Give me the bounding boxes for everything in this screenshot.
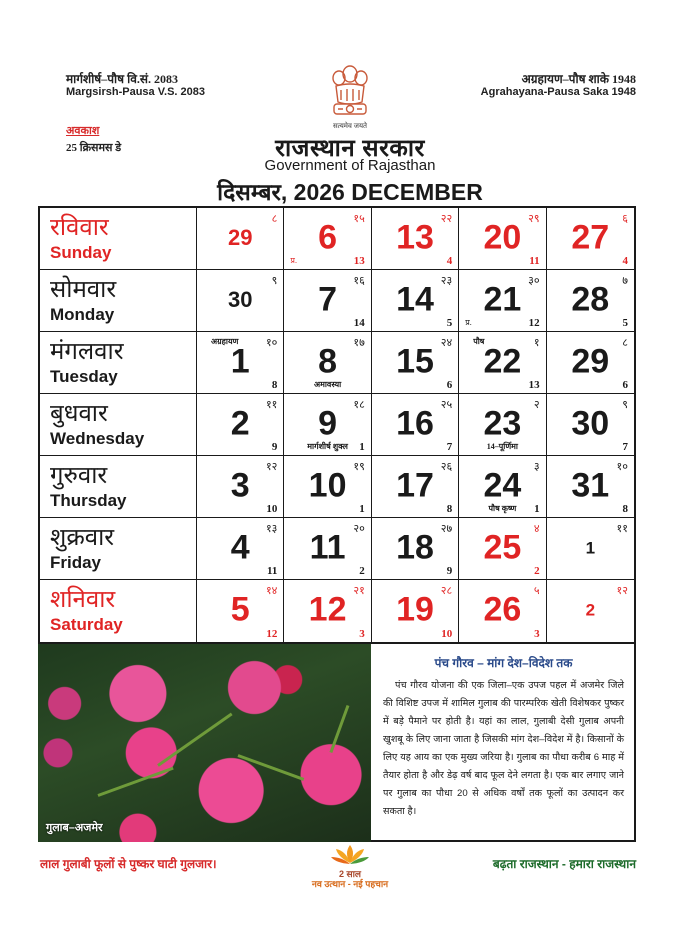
- date-number: 10: [308, 465, 347, 504]
- day-name-english: Wednesday: [50, 429, 145, 448]
- tithi-number: ८: [271, 213, 278, 225]
- date-cell: [372, 456, 459, 518]
- date-number: 1: [230, 341, 250, 380]
- tithi-number: २९: [528, 213, 540, 225]
- saka-date: 13: [353, 255, 365, 267]
- date-number: 1: [585, 538, 596, 558]
- saka-date: 1: [359, 441, 365, 453]
- photo-caption: गुलाब–अजमेर: [46, 822, 103, 834]
- holiday-heading: अवकाश: [66, 125, 100, 137]
- tithi-number: ५: [533, 585, 540, 597]
- day-label-monday: [40, 270, 197, 332]
- day-name-hindi: गुरुवार: [50, 462, 108, 489]
- tithi-number: ७: [622, 275, 628, 287]
- tithi-number: २६: [440, 461, 453, 473]
- date-number: 31: [571, 465, 610, 504]
- saka-date: 4: [622, 255, 628, 267]
- date-number: 15: [396, 341, 434, 380]
- date-cell: [197, 208, 284, 270]
- saka-date: 11: [529, 255, 540, 267]
- day-name-english: Saturday: [50, 615, 123, 634]
- tithi-number: ४: [533, 523, 540, 535]
- lunar-phase-note: पौष कृष्ण: [488, 504, 517, 513]
- footer-slogan: नव उत्थान - नई पहचान: [311, 879, 389, 889]
- date-number: 2: [585, 600, 596, 620]
- date-cell: [284, 580, 371, 642]
- date-number: 25: [483, 527, 522, 566]
- saka-date: 9: [271, 441, 278, 453]
- month-title: दिसम्बर, 2026 DECEMBER: [217, 179, 483, 205]
- tithi-number: २: [533, 399, 540, 411]
- date-cell: [197, 270, 284, 332]
- date-cell: [547, 332, 634, 394]
- article-title: पंच गौरव – मांग देश–विदेश तक: [434, 656, 573, 670]
- date-cell: [459, 270, 546, 332]
- day-name-hindi: शुक्रवार: [50, 524, 115, 551]
- saka-date: 13: [528, 379, 540, 391]
- tithi-number: १३: [265, 523, 278, 535]
- date-number: 22: [483, 341, 522, 380]
- saka-date: 12: [528, 317, 540, 329]
- day-label-wednesday: [40, 394, 197, 456]
- tithi-number: २३: [440, 275, 453, 287]
- tithi-number: ३०: [528, 275, 540, 287]
- tithi-number: १२: [265, 461, 278, 473]
- tithi-number: १: [533, 337, 540, 349]
- saka-date: 10: [441, 628, 453, 640]
- footer-tagline-right: बढ़ता राजस्थान - हमारा राजस्थान: [492, 857, 636, 871]
- saka-date: 7: [622, 441, 628, 453]
- date-number: 30: [571, 403, 610, 442]
- date-cell: [459, 456, 546, 518]
- date-number: 14: [396, 279, 434, 318]
- date-cell: [197, 580, 284, 642]
- date-cell: [459, 394, 546, 456]
- day-name-hindi: सोमवार: [50, 276, 117, 303]
- tithi-number: १०: [265, 337, 278, 349]
- day-label-saturday: [40, 580, 197, 642]
- saka-date: 1: [359, 503, 365, 515]
- month-start-note: अग्रहायण: [211, 337, 239, 346]
- saka-date: 7: [446, 441, 453, 453]
- day-label-tuesday: [40, 332, 197, 394]
- ashoka-emblem-icon: [327, 62, 373, 122]
- saka-date: 10: [266, 503, 278, 515]
- date-number: 26: [483, 590, 522, 629]
- tithi-number: ११: [265, 399, 278, 411]
- date-cell: [372, 208, 459, 270]
- saka-date: 6: [622, 379, 628, 391]
- date-number: 29: [571, 341, 610, 380]
- calendar-grid: [38, 206, 636, 644]
- tithi-number: १९: [353, 461, 365, 473]
- date-cell: [284, 332, 371, 394]
- date-cell: [197, 394, 284, 456]
- date-cell: [547, 580, 634, 642]
- day-name-english: Monday: [50, 305, 115, 324]
- day-label-friday: [40, 518, 197, 580]
- tithi-number: १४: [265, 585, 278, 597]
- saka-date: 4: [446, 255, 453, 267]
- day-name-hindi: बुधवार: [50, 400, 108, 427]
- day-label-sunday: [40, 208, 197, 270]
- date-number: 24: [483, 465, 522, 504]
- date-cell: [284, 394, 371, 456]
- date-cell: [547, 270, 634, 332]
- tithi-number: ६: [622, 213, 628, 225]
- saka-hindi: अग्रहायण–पौष शाके 1948: [521, 72, 636, 86]
- tithi-number: ११: [616, 523, 628, 535]
- date-number: 20: [483, 217, 522, 256]
- holiday-item: 25 क्रिसमस डे: [66, 142, 122, 154]
- vikram-samvat-hindi: मार्गशीर्ष–पौष वि.सं. 2083: [66, 72, 178, 86]
- tithi-number: २०: [353, 523, 365, 535]
- saka-english: Agrahayana-Pausa Saka 1948: [480, 86, 636, 98]
- day-name-hindi: मंगलवार: [50, 338, 124, 365]
- date-number: 11: [309, 527, 346, 566]
- date-number: 18: [396, 527, 434, 566]
- date-cell: [547, 394, 634, 456]
- tithi-number: २७: [440, 523, 453, 535]
- footer-years: 2 साल: [338, 869, 362, 879]
- lunar-phase-note: मार्गशीर्ष शुक्ल: [307, 442, 348, 451]
- tithi-number: ९: [271, 275, 278, 287]
- lunar-phase-note: 14–पूर्णिमा: [486, 442, 519, 451]
- saka-date: 6: [446, 379, 453, 391]
- date-number: 16: [396, 403, 434, 442]
- date-cell: [459, 208, 546, 270]
- saka-date: 3: [534, 628, 540, 640]
- day-name-hindi: शनिवार: [50, 586, 116, 613]
- day-name-english: Thursday: [50, 491, 127, 510]
- saka-date: 11: [266, 565, 278, 577]
- date-number: 4: [230, 527, 250, 566]
- date-number: 30: [227, 286, 253, 312]
- government-name-english: Government of Rajasthan: [264, 157, 436, 174]
- saka-date: 5: [446, 317, 453, 329]
- saka-date: 2: [534, 565, 540, 577]
- date-cell: [372, 580, 459, 642]
- tithi-number: २१: [353, 585, 365, 597]
- article-panel: [371, 644, 636, 842]
- vikram-samvat-english: Margsirsh-Pausa V.S. 2083: [66, 86, 206, 98]
- date-cell: [459, 580, 546, 642]
- lunar-phase-note: अमावस्या: [313, 380, 342, 389]
- date-cell: [284, 456, 371, 518]
- government-name-hindi: राजस्थान सरकार: [275, 135, 425, 162]
- saka-date: 2: [359, 565, 365, 577]
- lotus-logo-icon: [330, 843, 370, 865]
- date-number: 2: [230, 403, 250, 442]
- date-cell: [197, 332, 284, 394]
- day-name-english: Friday: [50, 553, 102, 572]
- date-cell: [372, 270, 459, 332]
- tithi-number: २५: [440, 399, 453, 411]
- month-start-note: पौष: [473, 337, 485, 346]
- tithi-number: ९: [622, 399, 628, 411]
- tithi-number: १२: [616, 585, 628, 597]
- pradosh-note: प्र.: [465, 318, 472, 327]
- date-cell: [547, 518, 634, 580]
- date-number: 8: [318, 341, 338, 380]
- footer-tagline-left: लाल गुलाबी फूलों से पुष्कर घाटी गुलजार।: [40, 857, 217, 871]
- saka-date: 8: [446, 503, 453, 515]
- date-cell: [459, 518, 546, 580]
- date-number: 27: [571, 217, 610, 256]
- date-number: 13: [396, 217, 434, 256]
- saka-date: 12: [266, 628, 278, 640]
- date-number: 9: [318, 403, 338, 442]
- article-body: पंच गौरव योजना की एक जिला–एक उपज पहल में अजमेर जिले की विशिष्ट उपज में शामिल गुलाब की पारम्परिक खेती विशेषकर पुष्कर में बड़े पैमाने पर होती है। यहां का लाल, गुलाबी देसी गुलाब अपनी खुशबू के लिए जाना जाता है जिसकी मांग देश–विदेश में है। किसानों के लिए यह आय का एक मुख्य जरिया है। गुलाब का पौधा करीब 6 माह में तैयार होता है और डेढ़ वर्ष बाद फूल देने लगता है। एक बार लगाए जाने पर गुलाब का पौधा 20 से अधिक वर्षों तक फूलों का उत्पादन कर सकता है।: [383, 680, 624, 817]
- tithi-number: २८: [440, 585, 453, 597]
- date-cell: [284, 208, 371, 270]
- date-cell: [547, 208, 634, 270]
- date-number: 28: [571, 279, 610, 318]
- tithi-number: १०: [616, 461, 628, 473]
- tithi-number: ३: [533, 461, 540, 473]
- date-number: 12: [308, 590, 347, 629]
- date-number: 5: [230, 590, 250, 629]
- saka-date: 8: [622, 503, 628, 515]
- tithi-number: २२: [440, 213, 453, 225]
- date-number: 17: [396, 465, 434, 504]
- date-cell: [284, 270, 371, 332]
- tithi-number: १६: [353, 275, 365, 287]
- tithi-number: १७: [353, 337, 365, 349]
- day-name-english: Sunday: [50, 243, 112, 262]
- saka-date: 9: [446, 565, 453, 577]
- date-cell: [547, 456, 634, 518]
- roses-photo: [38, 644, 371, 842]
- date-number: 21: [483, 279, 522, 318]
- date-number: 3: [230, 465, 250, 504]
- date-cell: [197, 518, 284, 580]
- date-number: 7: [318, 279, 338, 318]
- date-cell: [284, 518, 371, 580]
- date-cell: [372, 394, 459, 456]
- date-number: 23: [483, 403, 522, 442]
- day-name-hindi: रविवार: [50, 214, 109, 241]
- date-cell: [459, 332, 546, 394]
- date-cell: [197, 456, 284, 518]
- date-number: 6: [318, 217, 338, 256]
- saka-date: 14: [353, 317, 365, 329]
- tithi-number: १८: [353, 399, 365, 411]
- emblem-motto: सत्यमेव जयते: [332, 123, 368, 130]
- date-cell: [372, 518, 459, 580]
- tithi-number: ८: [622, 337, 628, 349]
- tithi-number: १५: [353, 213, 365, 225]
- saka-date: 1: [534, 503, 540, 515]
- tithi-number: २४: [440, 337, 453, 349]
- date-number: 29: [227, 224, 253, 250]
- pradosh-note: प्र.: [290, 256, 297, 265]
- date-number: 19: [396, 590, 434, 629]
- day-label-thursday: [40, 456, 197, 518]
- saka-date: 3: [359, 628, 365, 640]
- day-name-english: Tuesday: [50, 367, 118, 386]
- saka-date: 8: [271, 379, 278, 391]
- date-cell: [372, 332, 459, 394]
- saka-date: 5: [622, 317, 628, 329]
